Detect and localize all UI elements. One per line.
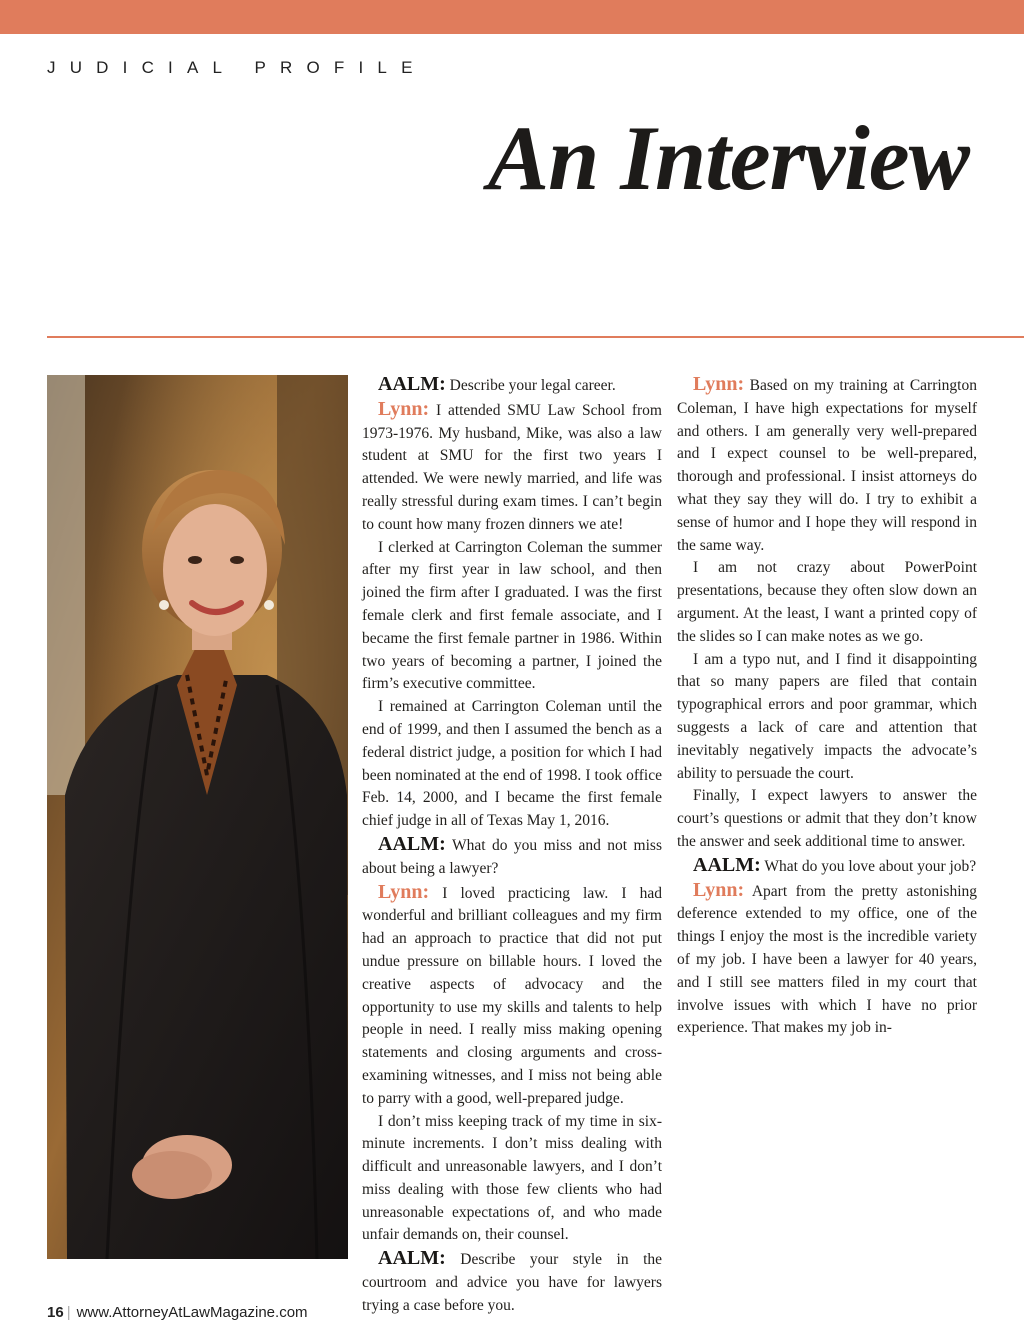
- question-3: AALM: Describe your style in the courtroom and advice you have for lawyers trying a case before you.: [362, 1247, 663, 1314]
- answer-1-paragraph-2: I clerked at Carrington Coleman the summer after my first year in law school, and then joined the firm after I graduated. I was the first female clerk and first female associate, and I became the first female partner in 1986. Within two years of becoming a partner, I joined the firm’s executive committee.: [362, 538, 662, 693]
- answer-1-paragraph: Lynn: I attended SMU Law School from 1973-1976. My husband, Mike, was also a law student at SMU for the first two years I attended. We were newly married, and life was really stressful during exam times. I can’t begin to count how many frozen dinners we ate!: [362, 397, 662, 533]
- judge-portrait-icon: [47, 375, 348, 1259]
- speaker-lynn: Lynn:: [693, 878, 745, 901]
- article-column-2: [677, 373, 977, 1040]
- answer-2-paragraph: Lynn: I loved practicing law. I had wonderful and brilliant colleagues and my firm had an approach to practice that did not put undue pressure on billable hours. I loved the creative aspects of advocacy and the opportunity to use my skills and talents to help people in need. I really miss making opening statements and closing arguments and cross-examining witnesses, and I miss not being able to parry with a good, well-prepared judge.: [362, 880, 663, 1107]
- speaker-aalm: AALM:: [693, 853, 761, 876]
- page-title: An Interview: [487, 107, 969, 209]
- footer: [47, 1304, 308, 1321]
- section-label: JUDICIAL PROFILE: [47, 58, 427, 77]
- speaker-aalm: AALM:: [378, 1247, 446, 1270]
- question-2: AALM: What do you miss and not miss about being a lawyer?: [362, 832, 662, 877]
- speaker-aalm: AALM:: [378, 373, 446, 395]
- speaker-lynn: Lynn:: [693, 373, 745, 395]
- speaker-aalm: AALM:: [378, 832, 446, 855]
- answer-3-paragraph-2: I am not crazy about PowerPoint presentations, because they often slow down an argument. At the least, I want a printed copy of the slides so I can make notes as we go.: [677, 559, 977, 645]
- divider: [47, 336, 1024, 338]
- speaker-lynn: Lynn:: [378, 397, 430, 420]
- footer-separator: |: [66, 1304, 71, 1321]
- article-column-1: [362, 373, 662, 1318]
- answer-3-paragraph-4: Finally, I expect lawyers to answer the court’s questions or admit that they don’t know the answer and seek additional time to answer.: [677, 787, 977, 850]
- footer-url[interactable]: www.AttorneyAtLawMagazine.com: [76, 1304, 308, 1321]
- top-accent-bar: [0, 0, 1024, 34]
- answer-3-paragraph: Lynn: Based on my training at Carrington Coleman, I have high expectations for myself and others. I am generally very well-prepared and I expect counsel to be well-prepared, thorough and professional. I insist attorneys do what they say they will do. I try to exhibit a sense of humor and I hope they will respond in the same way.: [677, 373, 977, 554]
- answer-1-paragraph-3: I remained at Carrington Coleman until the end of 1999, and then I assumed the bench as a federal district judge, a position for which I had been nominated at the end of 1998. I took office Feb. 14, 2000, and I became the first female chief judge in all of Texas May 1, 2016.: [362, 698, 662, 830]
- page-number: 16: [47, 1304, 64, 1321]
- speaker-lynn: Lynn:: [378, 880, 430, 903]
- answer-2-paragraph-2: I don’t miss keeping track of my time in six-minute increments. I don’t miss dealing with difficult and unreasonable lawyers, and I don’t miss dealing with those few clients who had unreasonable expectations of, and who made unfair demands on, their counsel.: [362, 1112, 662, 1244]
- answer-4-paragraph: Lynn: Apart from the pretty astonishing deference extended to my office, one of the things I enjoy the most is the incredible variety of my job. I have been a lawyer for 40 years, and I still see matters filed in my court that involve issues with which I have no prior experience. That makes my job in-: [677, 878, 978, 1037]
- question-1: AALM: Describe your legal career.: [378, 373, 616, 395]
- question-4: AALM: What do you love about your job?: [693, 853, 977, 876]
- answer-3-paragraph-3: I am a typo nut, and I find it disappointing that so many papers are filed that contain typographical errors and poor grammar, which suggests a lack of care and attention that inevitably negatively impacts the advocate’s ability to persuade the court.: [677, 650, 977, 782]
